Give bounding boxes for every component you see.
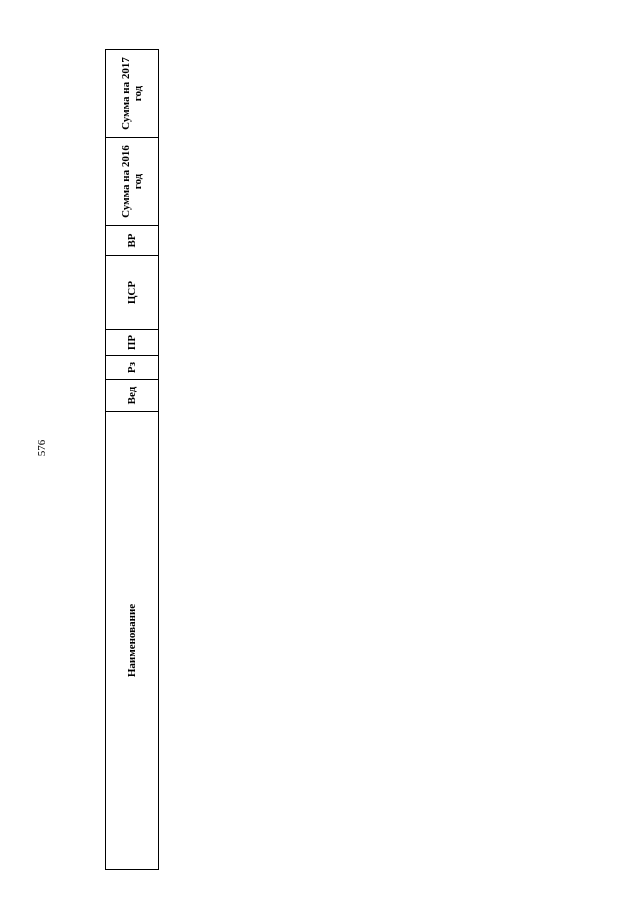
header-sum-2017: Сумма на 2017 год — [106, 50, 159, 138]
header-sum-2016: Сумма на 2016 год — [106, 138, 159, 226]
header-rz: Рз — [106, 356, 159, 380]
header-pr: ПР — [106, 330, 159, 356]
header-csr: ЦСР — [106, 256, 159, 330]
header-name: Наименование — [106, 412, 159, 870]
table-header-row — [106, 50, 159, 870]
rotated-table-wrapper — [105, 50, 159, 870]
budget-table — [105, 49, 159, 870]
page-number: 576 — [36, 439, 48, 457]
header-ved: Вед — [106, 380, 159, 412]
header-vr: ВР — [106, 226, 159, 256]
